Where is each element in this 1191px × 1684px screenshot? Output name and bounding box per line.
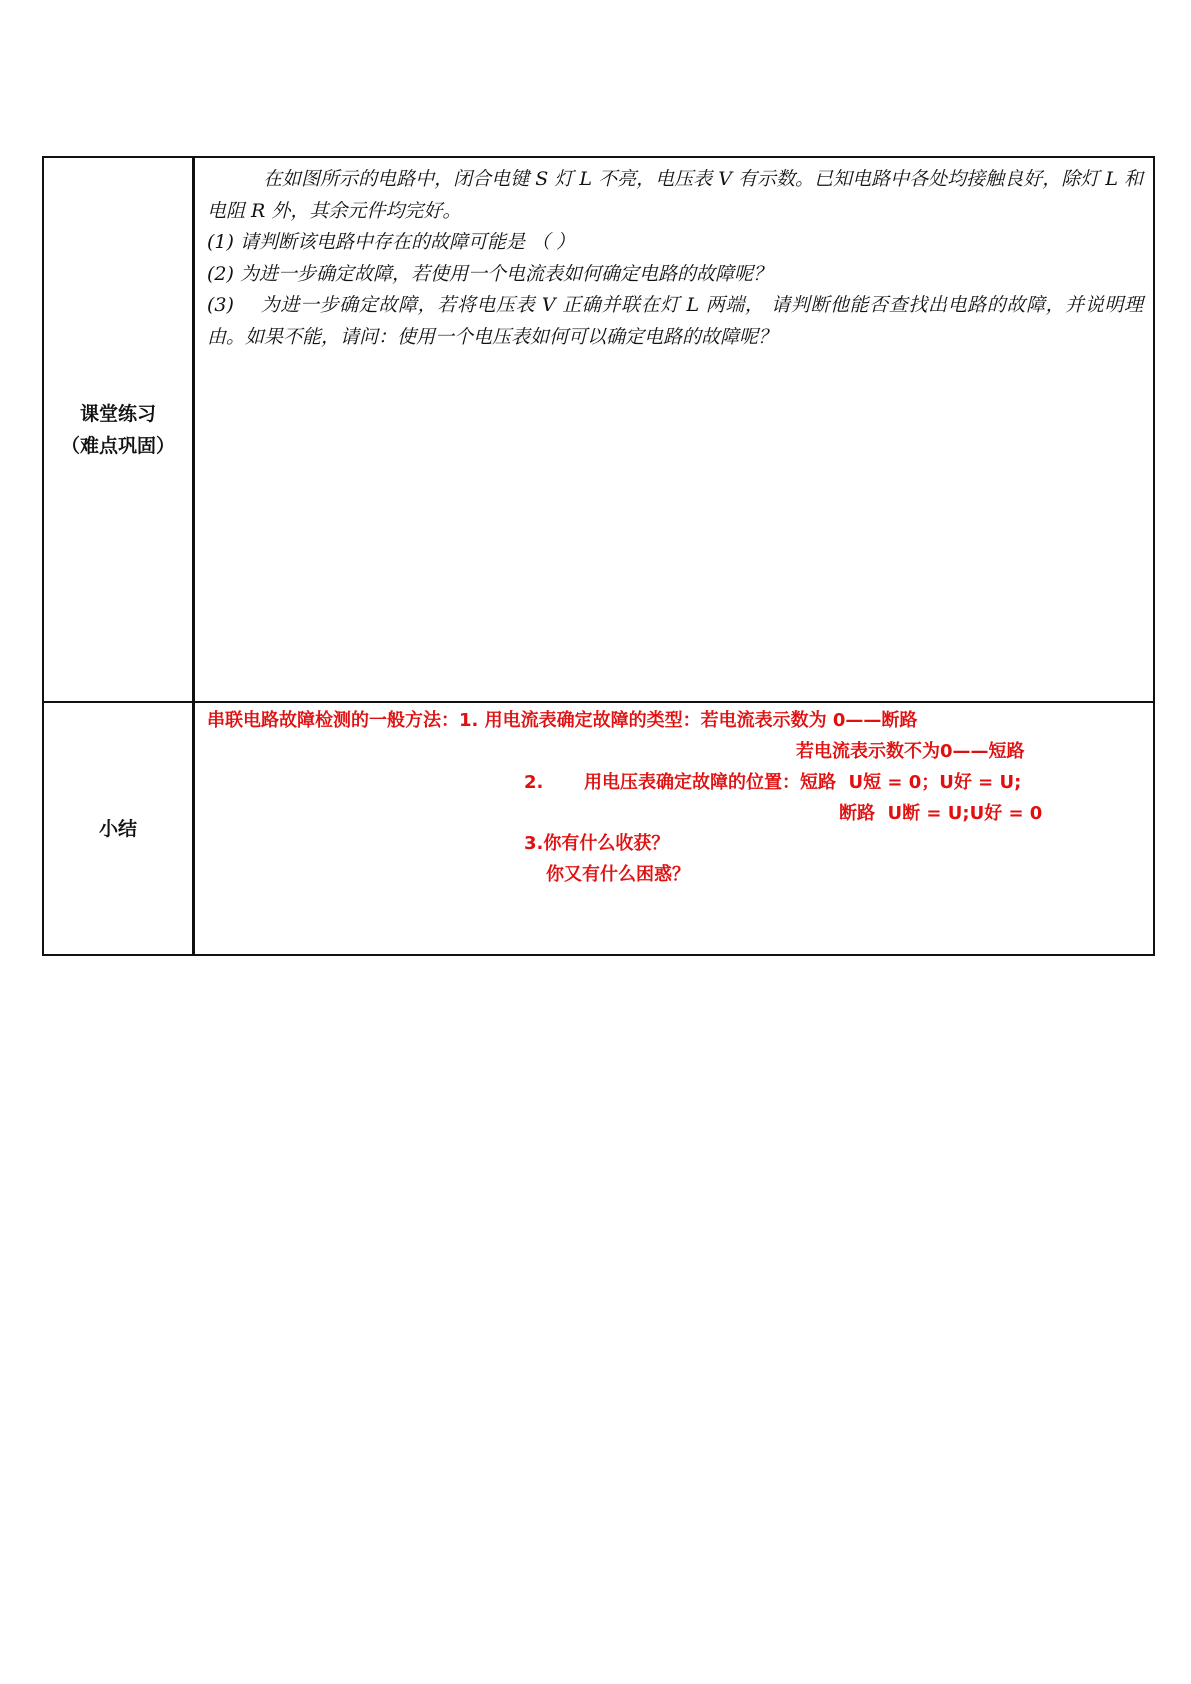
exercise-row [43, 157, 1154, 702]
summary-line-6: 你又有什么困惑？ [546, 864, 690, 885]
summary-label-cell [43, 702, 194, 955]
exercise-content-cell [194, 157, 1155, 702]
exercise-label-subtitle: （难点巩固） [60, 434, 175, 457]
exercise-text [195, 158, 1153, 353]
summary-row [43, 702, 1154, 955]
summary-line-4: 断路 U断 = U;U好 = 0 [839, 803, 1043, 824]
summary-content-cell [194, 702, 1155, 955]
summary-line-2: 若电流表示数不为0——短路 [796, 741, 1025, 762]
summary-line-3-number: 2. [524, 772, 544, 793]
summary-label: 小结 [98, 817, 137, 840]
summary-text [195, 703, 1153, 954]
exercise-question-3: (3) 为进一步确定故障，若将电压表 V 正确并联在灯 L 两端， 请判断他能否查找出电路的故障，并说明理由。如果不能，请问：使用一个电压表如何可以确定电路的故障呢？ [207, 294, 1143, 348]
exercise-label-cell [43, 157, 194, 702]
exercise-question-1: (1) 请判断该电路中存在的故障可能是 （ ） [207, 231, 576, 253]
summary-line-3: 用电压表确定故障的位置：短路 U短 = 0；U好 = U; [584, 772, 1022, 793]
summary-line-5: 3.你有什么收获？ [524, 833, 670, 854]
summary-line-1: 串联电路故障检测的一般方法：1. 用电流表确定故障的类型：若电流表示数为 0——断路 [207, 710, 918, 731]
exercise-label-title: 课堂练习 [79, 402, 156, 425]
exercise-question-2: (2) 为进一步确定故障，若使用一个电流表如何确定电路的故障呢？ [207, 262, 772, 285]
lesson-table [42, 156, 1155, 956]
exercise-intro: 在如图所示的电路中，闭合电键 S 灯 L 不亮，电压表 V 有示数。已知电路中各处均接触良好，除灯 L 和电阻 R 外，其余元件均完好。 [207, 168, 1143, 222]
